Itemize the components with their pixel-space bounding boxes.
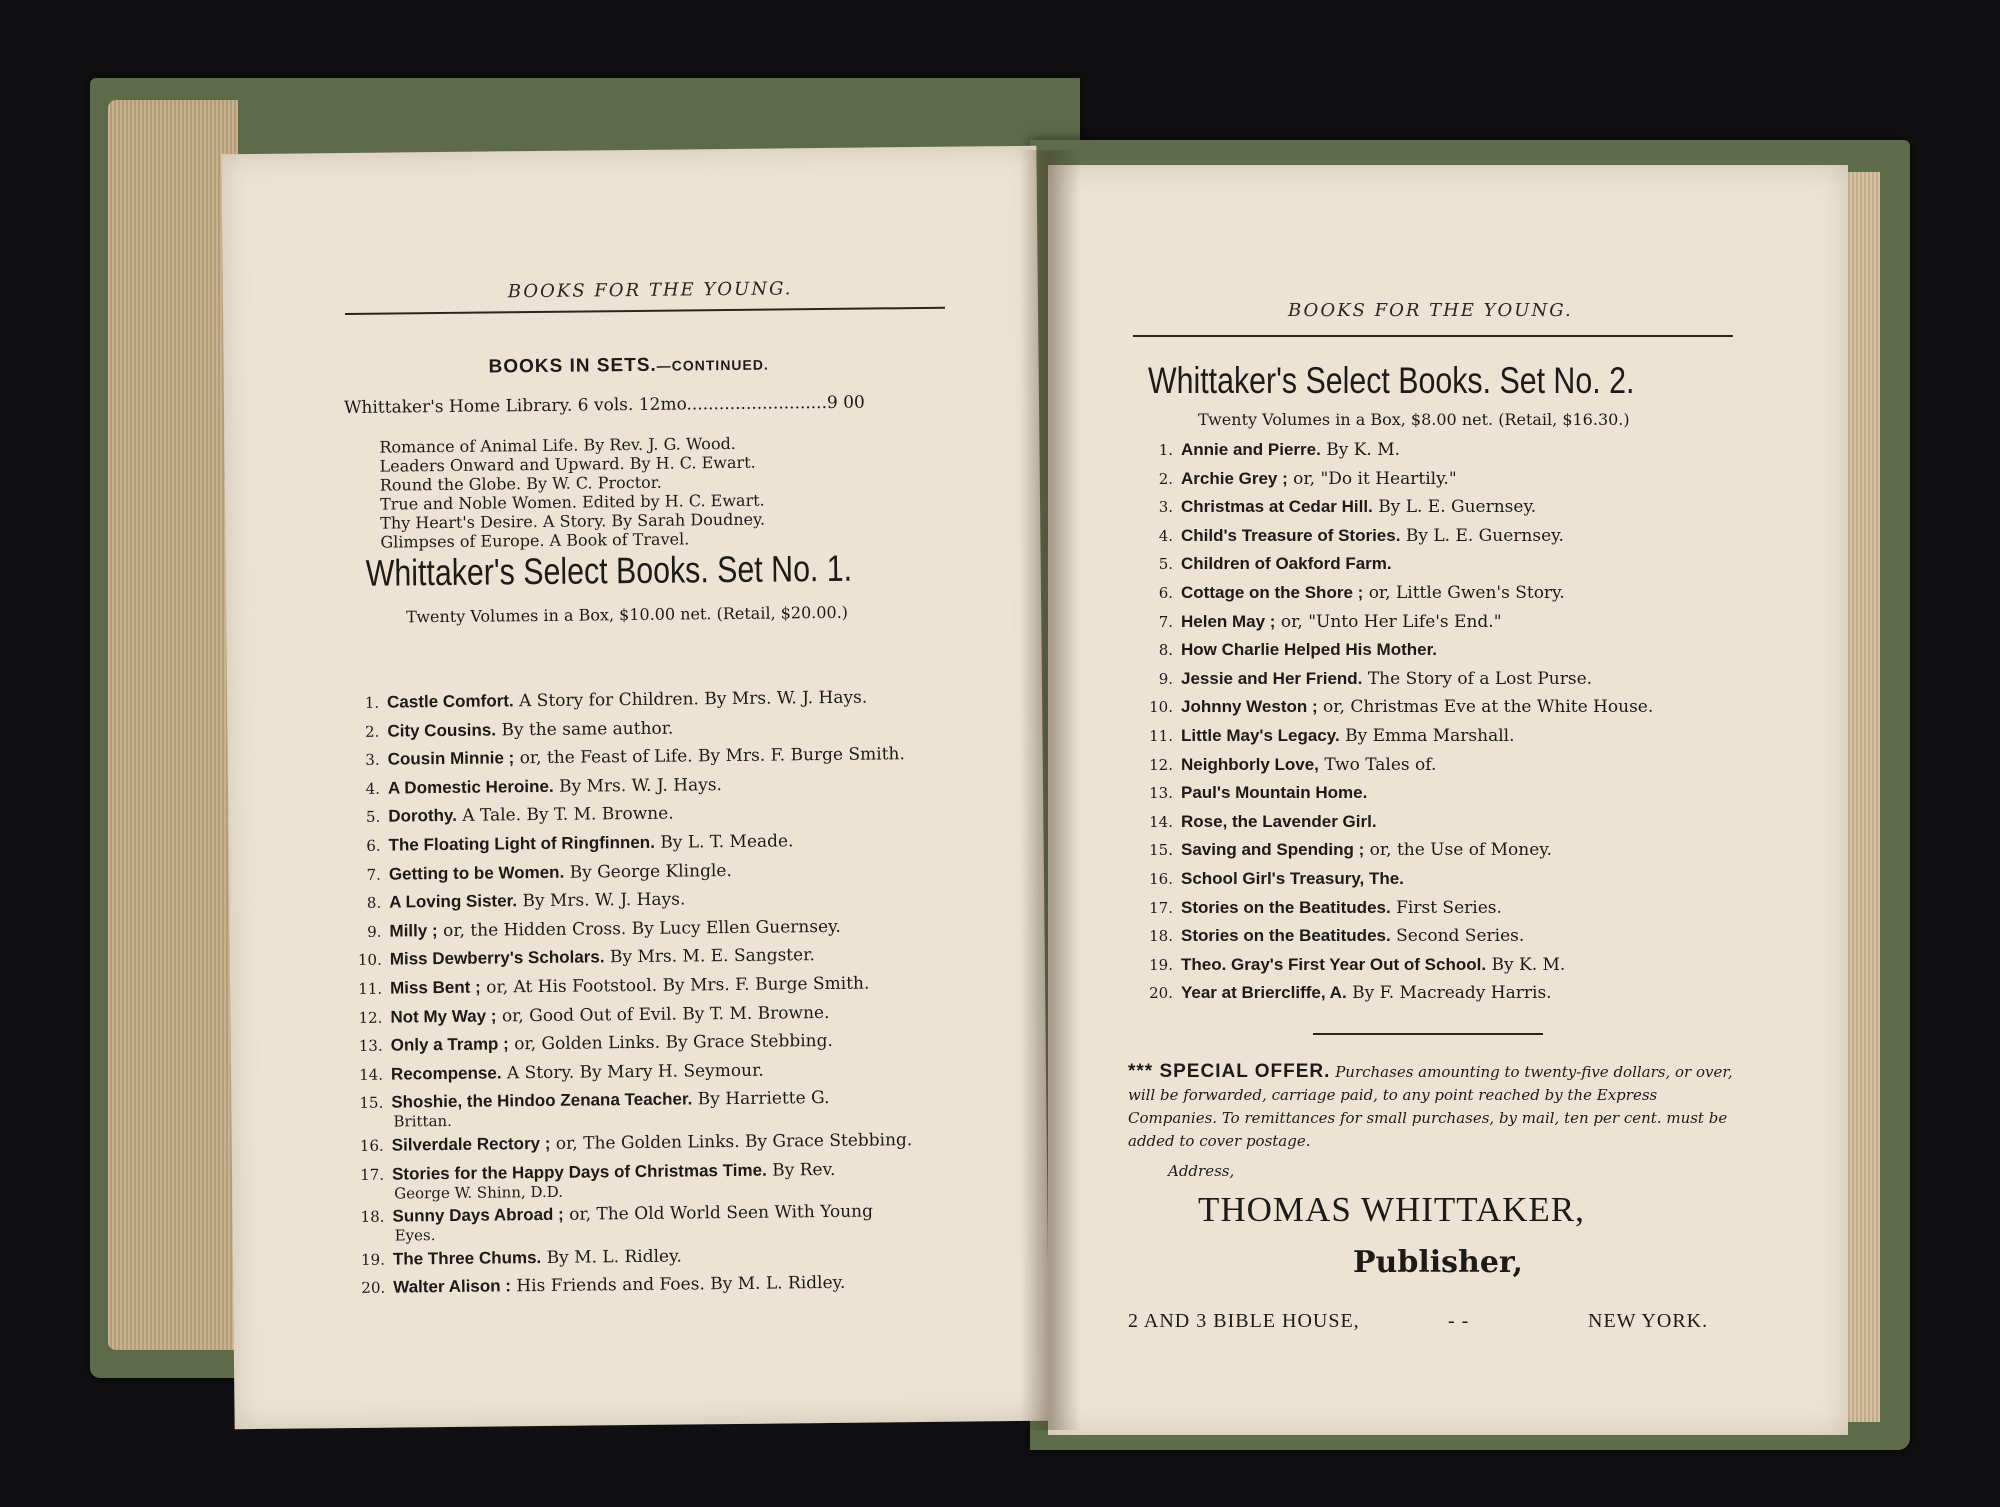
book-list-item <box>352 946 815 971</box>
item-number: 1. <box>364 693 380 712</box>
page-edges-left <box>108 100 238 1350</box>
book-list-item <box>351 917 841 942</box>
item-number: 5. <box>1158 555 1173 574</box>
item-title: Archie Grey ; <box>1181 468 1288 488</box>
item-detail: By K. M. <box>1326 440 1401 460</box>
item-title: Theo. Gray's First Year Out of School. <box>1181 954 1487 974</box>
item-title: City Cousins. <box>387 720 497 741</box>
item-number: 19. <box>360 1250 386 1269</box>
item-number: 16. <box>1149 870 1173 888</box>
item-title: Cousin Minnie ; <box>387 748 515 769</box>
left-page <box>221 146 1049 1429</box>
section-heading-suffix: —CONTINUED. <box>656 356 769 374</box>
item-detail: By L. E. Guernsey. <box>1405 525 1564 546</box>
item-title: The Floating Light of Ringfinnen. <box>388 832 655 855</box>
item-number: 3. <box>1158 498 1173 517</box>
item-detail: or, the Hidden Cross. By Lucy Ellen Guernsey. <box>442 916 841 941</box>
item-title: Walter Alison : <box>393 1276 512 1297</box>
item-number: 10. <box>357 951 382 970</box>
item-number: 18. <box>360 1207 385 1227</box>
book-list-item <box>355 1273 845 1298</box>
item-detail: Two Tales of. <box>1324 754 1437 775</box>
book-list-item <box>355 1246 682 1269</box>
item-title: A Loving Sister. <box>389 891 518 912</box>
section-heading-text: BOOKS IN SETS. <box>488 354 657 378</box>
item-title: Saving and Spending ; <box>1181 840 1365 860</box>
item-detail: By Mrs. W. J. Hays. <box>522 889 686 912</box>
address-separator: - - <box>1448 1310 1470 1332</box>
item-title: Miss Dewberry's Scholars. <box>389 947 605 969</box>
item-number: 6. <box>1158 584 1173 602</box>
publisher-name: THOMAS WHITTAKER, <box>1198 1190 1585 1229</box>
item-detail: By Emma Marshall. <box>1345 726 1515 746</box>
item-number: 8. <box>1158 641 1173 660</box>
publisher-title: Publisher, <box>1353 1245 1523 1280</box>
item-number: 3. <box>365 750 380 770</box>
item-number: 7. <box>366 865 381 884</box>
book-list-item <box>1143 726 1515 746</box>
item-title: Children of Oakford Farm. <box>1181 554 1392 574</box>
item-number: 2. <box>1158 469 1173 488</box>
set1-subtitle: Twenty Volumes in a Box, $10.00 net. (Retail, $20.00.) <box>406 602 849 627</box>
book-list-item <box>349 718 673 741</box>
book-list-item <box>1143 898 1502 918</box>
book-list-item <box>354 1130 913 1156</box>
item-detail: A Story. By Mary H. Seymour. <box>506 1060 764 1084</box>
left-head-rule <box>345 307 945 315</box>
item-number: 2. <box>364 722 380 741</box>
item-detail: or, the Feast of Life. By Mrs. F. Burge Smith. <box>519 744 905 769</box>
item-detail: By George Klingle. <box>569 860 732 883</box>
item-title: Recompense. <box>390 1063 502 1084</box>
item-detail: By K. M. <box>1491 954 1566 975</box>
item-title: Silverdale Rectory ; <box>391 1133 551 1155</box>
set2-title: Whittaker's Select Books. Set No. 2. <box>1148 360 1635 401</box>
item-number: 14. <box>359 1065 384 1084</box>
item-detail: By L. E. Guernsey. <box>1378 497 1537 518</box>
item-number: 15. <box>359 1094 384 1113</box>
item-detail: or, "Do it Heartily." <box>1293 468 1457 489</box>
book-list-item <box>351 861 732 885</box>
item-number: 18. <box>1149 927 1173 946</box>
book-list-item <box>354 1202 873 1245</box>
book-list-item <box>1143 783 1367 803</box>
item-number: 12. <box>1149 755 1173 774</box>
book-list-item <box>352 1003 829 1028</box>
books-in-sets-heading <box>488 354 768 379</box>
item-number: 12. <box>358 1008 383 1027</box>
home-library-item: Glimpses of Europe. A Book of Travel. <box>380 529 690 552</box>
item-detail: By M. L. Ridley. <box>546 1246 682 1268</box>
item-number: 13. <box>1149 784 1173 803</box>
home-library-list <box>379 434 765 552</box>
right-head-rule <box>1133 335 1733 337</box>
special-offer-block <box>1128 1060 1748 1153</box>
item-number: 6. <box>366 836 381 855</box>
item-detail: or, the Use of Money. <box>1369 840 1553 861</box>
home-library-item: True and Noble Women. Edited by H. C. Ewart. <box>379 490 765 514</box>
item-title: Cottage on the Shore ; <box>1181 583 1364 602</box>
book-list-item <box>352 974 869 999</box>
item-detail: The Story of a Lost Purse. <box>1367 668 1593 689</box>
item-number: 11. <box>358 979 383 998</box>
book-list-item <box>1143 554 1392 574</box>
item-title: Stories on the Beatitudes. <box>1181 897 1391 917</box>
book-list-item <box>351 890 685 913</box>
book-list-item <box>1143 840 1552 860</box>
book-list-item <box>1143 526 1564 546</box>
address-city: NEW YORK. <box>1588 1310 1709 1332</box>
item-title: Year at Briercliffe, A. <box>1181 983 1347 1003</box>
item-title: Sunny Days Abroad ; <box>392 1204 564 1226</box>
item-detail: A Story for Children. By Mrs. W. J. Hays. <box>518 687 868 712</box>
item-title: Castle Comfort. <box>386 691 514 712</box>
book-list-item <box>1143 983 1552 1003</box>
item-number: 17. <box>360 1165 385 1184</box>
book-list-item <box>350 831 793 856</box>
home-library-line: Whittaker's Home Library. 6 vols. 12mo..........................9 00 <box>343 392 865 419</box>
item-detail: By Rev. <box>772 1159 836 1181</box>
item-detail: By L. T. Meade. <box>660 831 794 853</box>
item-title: Child's Treasure of Stories. <box>1181 525 1401 545</box>
item-title: Little May's Legacy. <box>1181 726 1340 745</box>
item-title: Helen May ; <box>1181 611 1276 631</box>
item-title: Shoshie, the Hindoo Zenana Teacher. <box>391 1089 693 1112</box>
item-number: 5. <box>365 808 381 827</box>
item-title: Stories on the Beatitudes. <box>1181 926 1391 946</box>
item-number: 9. <box>1158 669 1173 688</box>
item-detail: By Mrs. W. J. Hays. <box>558 774 723 797</box>
item-title: The Three Chums. <box>392 1247 542 1269</box>
item-continuation: Brittan. <box>393 1112 453 1131</box>
item-title: School Girl's Treasury, The. <box>1181 869 1404 888</box>
item-title: Neighborly Love, <box>1181 754 1319 774</box>
item-detail: or, Little Gwen's Story. <box>1368 583 1565 603</box>
book-gutter <box>1020 150 1080 1430</box>
book-list-item <box>350 775 722 799</box>
item-title: How Charlie Helped His Mother. <box>1181 640 1437 660</box>
item-detail: or, Christmas Eve at the White House. <box>1323 697 1654 718</box>
book-list-item <box>353 1060 764 1084</box>
home-library-item: Leaders Onward and Upward. By H. C. Ewart. <box>379 452 756 476</box>
book-list-item <box>1143 669 1592 689</box>
item-title: Annie and Pierre. <box>1181 440 1321 459</box>
item-title: Only a Tramp ; <box>390 1034 509 1055</box>
left-running-head: BOOKS FOR THE YOUNG. <box>507 278 793 303</box>
item-detail: or, Golden Links. By Grace Stebbing. <box>514 1031 833 1055</box>
item-number: 15. <box>1149 841 1173 860</box>
book-list-item <box>1143 955 1565 975</box>
item-number: 8. <box>366 893 382 913</box>
item-detail: By the same author. <box>501 718 674 740</box>
book-list-item <box>1143 497 1536 517</box>
item-title: Rose, the Lavender Girl. <box>1181 811 1377 831</box>
item-detail: By Harriette G. <box>697 1088 830 1110</box>
book-list-item <box>1143 869 1404 889</box>
book-list-item <box>354 1160 836 1203</box>
book-list-item <box>350 744 905 770</box>
right-page <box>1048 165 1848 1435</box>
item-title: Milly ; <box>389 920 438 941</box>
item-detail: First Series. <box>1396 897 1502 918</box>
home-library-item: Thy Heart's Desire. A Story. By Sarah Doudney. <box>380 509 766 533</box>
item-number: 1. <box>1158 441 1173 459</box>
book-list-item <box>1143 640 1437 660</box>
item-detail: or, The Golden Links. By Grace Stebbing. <box>555 1130 913 1154</box>
item-number: 19. <box>1149 955 1173 974</box>
book-list-item <box>1143 697 1653 717</box>
item-number: 20. <box>361 1279 386 1298</box>
book-list-item <box>350 804 674 827</box>
book-list-item <box>1143 440 1400 460</box>
item-continuation: Eyes. <box>394 1226 436 1245</box>
offer-divider <box>1313 1033 1543 1035</box>
item-title: Christmas at Cedar Hill. <box>1181 497 1373 517</box>
book-list-item <box>1143 926 1524 946</box>
set1-title: Whittaker's Select Books. Set No. 1. <box>365 547 853 594</box>
address-label: Address, <box>1168 1162 1235 1180</box>
item-number: 17. <box>1149 898 1173 917</box>
item-continuation: George W. Shinn, D.D. <box>394 1182 564 1203</box>
book-list-item <box>1143 612 1502 632</box>
item-detail: By F. Macready Harris. <box>1352 983 1552 1004</box>
item-number: 9. <box>367 922 382 941</box>
item-number: 11. <box>1149 727 1173 745</box>
book-list-item <box>1143 583 1565 603</box>
item-detail: or, "Unto Her Life's End." <box>1280 611 1502 632</box>
item-title: Miss Bent ; <box>389 977 481 998</box>
item-title: Johnny Weston ; <box>1181 697 1318 717</box>
book-list-item <box>1143 755 1436 775</box>
item-detail: or, Good Out of Evil. By T. M. Browne. <box>501 1002 830 1027</box>
item-number: 4. <box>365 779 381 798</box>
item-number: 4. <box>1158 526 1173 545</box>
item-title: Stories for the Happy Days of Christmas Time. <box>391 1160 767 1184</box>
item-number: 7. <box>1158 612 1173 631</box>
item-title: Paul's Mountain Home. <box>1181 783 1368 803</box>
item-title: Dorothy. <box>388 806 458 826</box>
item-title: Jessie and Her Friend. <box>1181 668 1363 688</box>
special-offer-heading: *** SPECIAL OFFER. <box>1128 1061 1331 1082</box>
item-detail: A Tale. By T. M. Browne. <box>462 803 674 827</box>
address-street: 2 AND 3 BIBLE HOUSE, <box>1128 1310 1360 1332</box>
item-number: 20. <box>1149 984 1173 1003</box>
book-list-item <box>1143 469 1457 489</box>
home-library-item: Round the Globe. By W. C. Proctor. <box>379 472 662 495</box>
item-title: Getting to be Women. <box>388 862 565 884</box>
book-list-item <box>1143 812 1377 832</box>
item-detail: By Mrs. M. E. Sangster. <box>609 945 815 968</box>
book-list-item <box>353 1031 833 1056</box>
item-title: A Domestic Heroine. <box>387 776 554 798</box>
item-number: 16. <box>359 1136 384 1155</box>
book-list-item <box>353 1088 830 1131</box>
item-number: 10. <box>1149 698 1173 717</box>
item-detail: His Friends and Foes. By M. L. Ridley. <box>516 1273 846 1297</box>
item-detail: or, At His Footstool. By Mrs. F. Burge Smith. <box>486 973 870 998</box>
item-number: 13. <box>358 1036 383 1056</box>
item-number: 14. <box>1149 812 1173 831</box>
set2-subtitle: Twenty Volumes in a Box, $8.00 net. (Retail, $16.30.) <box>1198 410 1630 429</box>
home-library-item: Romance of Animal Life. By Rev. J. G. Wood. <box>379 433 736 457</box>
right-running-head: BOOKS FOR THE YOUNG. <box>1288 300 1573 321</box>
book-list-item <box>349 688 867 713</box>
item-detail: or, The Old World Seen With Young <box>569 1201 874 1225</box>
special-offer-text: Purchases amounting to twenty-five dollars, or over, will be forwarded, carriage paid, to any point reached by the Express Companies. To remittances for small purchases, by mail, ten per cent. must be added to cover postage. <box>1128 1063 1733 1150</box>
item-detail: Second Series. <box>1396 926 1525 947</box>
item-title: Not My Way ; <box>390 1006 497 1027</box>
